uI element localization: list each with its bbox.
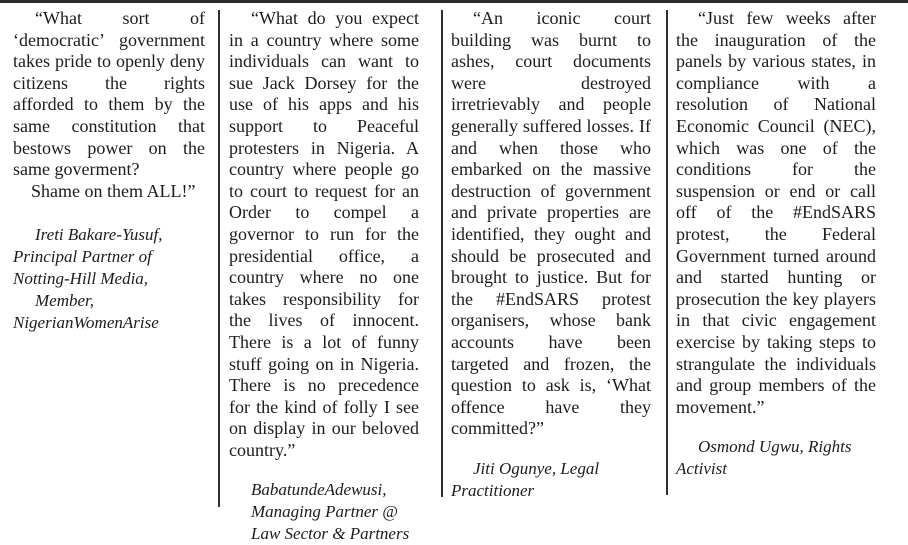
quote-attribution: Jiti Ogunye, Legal Practitioner <box>451 458 600 500</box>
quote-attribution: Osmond Ugwu, Rights Activist <box>676 437 852 479</box>
quote-text: “What do you expect in a country where some individuals can want to sue Jack Dorsey for the use of his apps and his support to Peaceful protesters in Nigeria. A country where people go to court to request for an Order to compel a governor to run for the presidential office, a country where no one takes responsibility for the lives of innocent. There is a lot of funny stuff going on in Nigeria. There is no precedence for the kind of folly I see on display in our beloved country.” <box>229 8 419 460</box>
quote-text: “An iconic court building was burnt to ashes, court documents were destroyed irretrievably and people generally suffered losses. If and when those who embarked on the massive destruction of government and private properties are identified, they ought and should be prosecuted and brought to justice. But for the #EndSARS protest organisers, whose bank accounts have been targeted and frozen, the question to ask is, ‘What offence have they committed?” <box>451 8 651 439</box>
quote-column-3 <box>451 8 651 502</box>
quote-text: “What sort of ‘democratic’ government takes pride to openly deny citizens the rights afforded to them by the same constitution that bestows power on the same goverment? <box>13 8 205 180</box>
top-rule <box>0 0 908 3</box>
quote-attribution: BabatundeAdewusi, <box>251 480 387 500</box>
quote-column-1 <box>13 8 205 334</box>
column-divider <box>441 10 443 497</box>
quote-column-2 <box>229 8 419 545</box>
quote-attribution: Ireti Bakare-Yusuf, Principal Partner of Notting-Hill Media, <box>13 225 163 289</box>
quote-attribution: Managing Partner @ <box>251 502 398 522</box>
quote-text: “Just few weeks after the inauguration of the panels by various states, in compliance with a resolution of National Economic Council (NEC), which was one of the conditions for the suspension or end or call off of the #EndSARS protest, the Federal Government turned around and started hunting or prosecution the key players in that civic engagement exercise by taking steps to strangulate the individuals and group members of the movement.” <box>676 8 876 417</box>
quote-attribution: Member, NigerianWomenArise <box>13 291 159 333</box>
column-divider <box>218 10 220 507</box>
quote-column-4 <box>676 8 876 480</box>
column-divider <box>666 10 668 495</box>
quote-attribution: Law Sector & Partners <box>251 524 410 544</box>
quote-text: Shame on them ALL!” <box>31 180 196 201</box>
